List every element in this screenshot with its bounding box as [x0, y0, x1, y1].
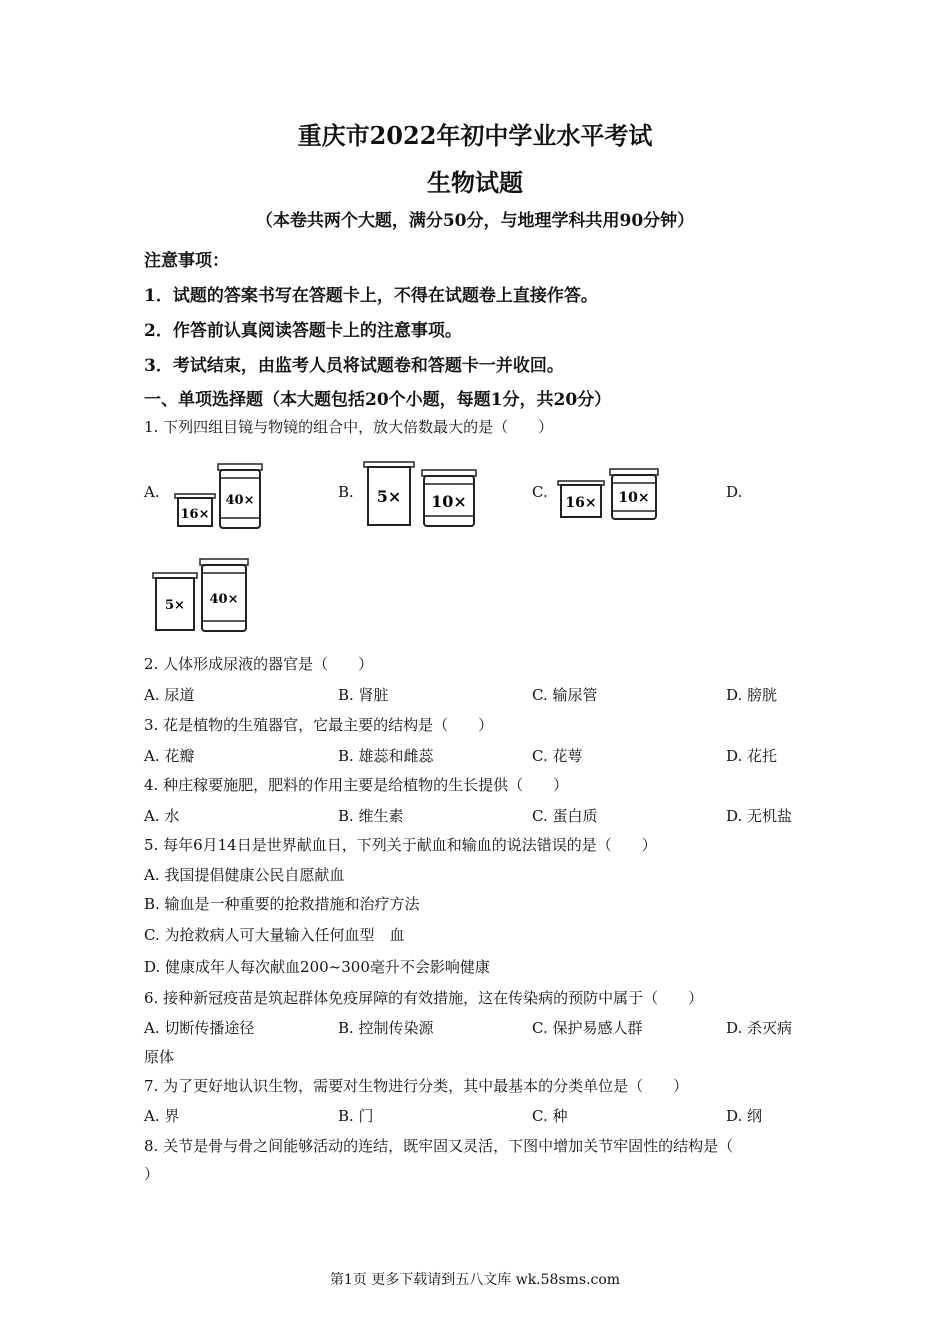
- q1-option-d-label: D.: [726, 483, 743, 501]
- q5-option-a: A. 我国提倡健康公民自愿献血: [144, 866, 345, 884]
- q1-option-b-label: B.: [338, 483, 354, 501]
- q2-option-a: A. 尿道: [144, 686, 195, 704]
- question-7-stem: 7. 为了更好地认识生物，需要对生物进行分类，其中最基本的分类单位是（ ）: [144, 1077, 689, 1095]
- q5-option-c: C. 为抢救病人可大量输入任何血型 血: [144, 926, 405, 944]
- lens-label: 40×: [225, 493, 255, 508]
- page-title: 重庆市2022年初中学业水平考试: [297, 121, 653, 150]
- objective-icon: [610, 469, 658, 519]
- q1-option-c-label: C.: [532, 483, 548, 501]
- lens-label: 5×: [376, 487, 402, 506]
- instruction-item: 2．作答前认真阅读答题卡上的注意事项。: [144, 321, 462, 341]
- objective-icon: [200, 559, 248, 631]
- q6-option-d: D. 杀灭病: [726, 1019, 793, 1037]
- q7-option-c: C. 种: [532, 1107, 568, 1125]
- question-2-stem: 2. 人体形成尿液的器官是（ ）: [144, 655, 374, 673]
- lens-label: 10×: [431, 492, 467, 511]
- q3-option-a: A. 花瓣: [144, 747, 195, 765]
- lens-label: 40×: [209, 592, 239, 607]
- q4-option-b: B. 维生素: [338, 807, 404, 825]
- q7-option-b: B. 门: [338, 1107, 374, 1125]
- eyepiece-icon: [558, 481, 604, 517]
- q4-option-d: D. 无机盐: [726, 807, 793, 825]
- exam-note: （本卷共两个大题，满分50分，与地理学科共用90分钟）: [255, 211, 695, 231]
- q7-option-d: D. 纲: [726, 1107, 763, 1125]
- objective-icon: [218, 464, 262, 528]
- lens-label: 10×: [618, 490, 650, 506]
- q4-option-a: A. 水: [144, 807, 180, 825]
- question-3-stem: 3. 花是植物的生殖器官，它最主要的结构是（ ）: [144, 716, 494, 734]
- eyepiece-icon: [153, 573, 197, 630]
- q7-option-a: A. 界: [144, 1107, 180, 1125]
- instructions-heading: 注意事项：: [144, 251, 229, 271]
- q1-option-a-label: A.: [144, 483, 160, 501]
- eyepiece-icon: [175, 494, 215, 526]
- q3-option-d: D. 花托: [726, 747, 778, 765]
- q2-option-d: D. 膀胱: [726, 686, 778, 704]
- q2-option-b: B. 肾脏: [338, 686, 389, 704]
- q6-option-d-continuation: 原体: [144, 1048, 175, 1066]
- question-6-stem: 6. 接种新冠疫苗是筑起群体免疫屏障的有效措施，这在传染病的预防中属于（ ）: [144, 989, 704, 1007]
- instruction-item: 1．试题的答案书写在答题卡上，不得在试题卷上直接作答。: [144, 286, 598, 306]
- section-heading: 一、单项选择题（本大题包括20个小题，每题1分，共20分）: [144, 390, 612, 410]
- lens-label: 5×: [165, 598, 185, 613]
- q6-option-c: C. 保护易感人群: [532, 1019, 643, 1037]
- objective-icon: [422, 470, 476, 526]
- q3-option-c: C. 花萼: [532, 747, 583, 765]
- lens-label: 16×: [180, 507, 210, 522]
- q6-option-a: A. 切断传播途径: [144, 1019, 255, 1037]
- q5-option-d: D. 健康成年人每次献血200~300毫升不会影响健康: [144, 958, 490, 976]
- q4-option-c: C. 蛋白质: [532, 807, 598, 825]
- question-8-stem: 8. 关节是骨与骨之间能够活动的连结，既牢固又灵活，下图中增加关节牢固性的结构是（: [144, 1137, 734, 1155]
- page-subtitle: 生物试题: [427, 168, 523, 197]
- question-4-stem: 4. 种庄稼要施肥，肥料的作用主要是给植物的生长提供（ ）: [144, 776, 569, 794]
- q5-option-b: B. 输血是一种重要的抢救措施和治疗方法: [144, 895, 420, 913]
- q1-option-a-lens-image: [170, 460, 270, 532]
- q2-option-c: C. 输尿管: [532, 686, 598, 704]
- page-footer: 第1页 更多下载请到五八文库 wk.58sms.com: [329, 1272, 621, 1288]
- q1-option-d-lens-image: [150, 555, 252, 635]
- instruction-item: 3．考试结束，由监考人员将试题卷和答题卡一并收回。: [144, 356, 564, 376]
- q1-option-c-lens-image: [556, 465, 662, 525]
- eyepiece-icon: [364, 462, 414, 525]
- question-1-stem: 1. 下列四组目镜与物镜的组合中，放大倍数最大的是（ ）: [144, 418, 554, 436]
- q3-option-b: B. 雄蕊和雌蕊: [338, 747, 434, 765]
- question-5-stem: 5. 每年6月14日是世界献血日，下列关于献血和输血的说法错误的是（ ）: [144, 836, 657, 854]
- q1-option-b-lens-image: [362, 458, 478, 532]
- q6-option-b: B. 控制传染源: [338, 1019, 434, 1037]
- question-8-continuation: ）: [144, 1165, 160, 1183]
- lens-label: 16×: [565, 495, 597, 511]
